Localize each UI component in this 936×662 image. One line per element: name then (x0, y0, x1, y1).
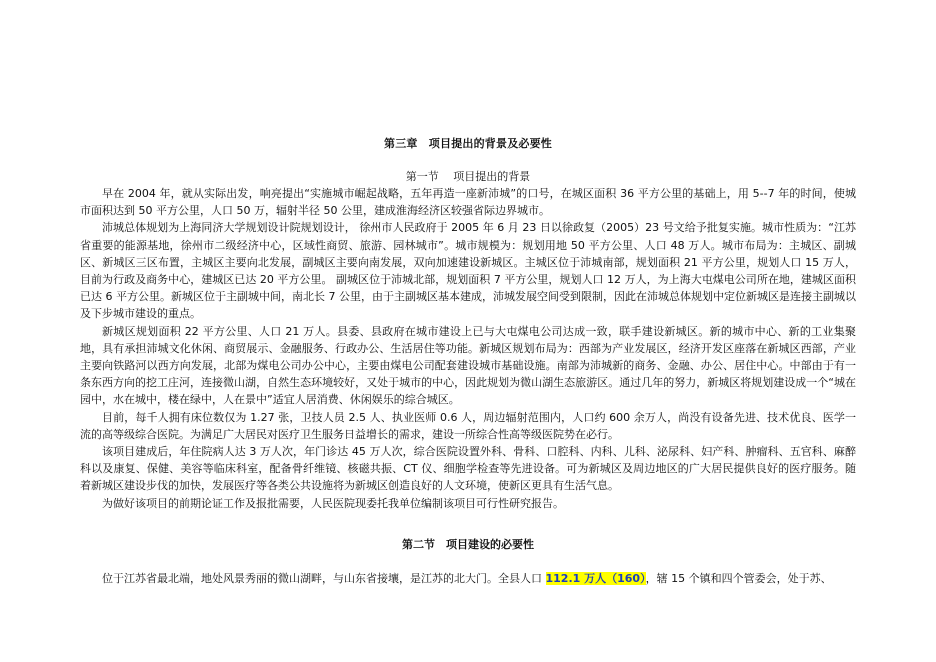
intro-text-after: ，辖 15 个镇和四个管委会，处于苏、 (645, 572, 832, 585)
intro-text-before: 位于江苏省最北端，地处风景秀丽的微山湖畔，与山东省接壤，是江苏的北大门。全县人口 (102, 572, 546, 585)
section-2-intro (80, 570, 880, 587)
chapter-title: 第三章 项目提出的背景及必要性 (384, 137, 552, 150)
section-1-title: 第一节 项目提出的背景 (405, 170, 531, 183)
section-1-body (80, 185, 856, 512)
paragraph-6: 为做好该项目的前期论证工作及报批需要，人民医院现委托我单位编制该项目可行性研究报告。 (102, 496, 564, 510)
section-2-title: 第二节 项目建设的必要性 (402, 538, 534, 551)
paragraph-3: 新城区规划面积 22 平方公里、人口 21 万人。县委、县政府在城市建设上已与大屯煤电公司达成一致，联手建设新城区。新的城市中心、新的工业集聚地，具有承担沛城文化休闲、商贸展示、金融服务、行政办公、生活居住等功能。新城区规划布局为：西部为产业发展区，经济开发区座落在新城区西部，产业主要向铁路河以西方向发展，北部为煤电公司办公中心，主要由煤电公司配套建设城市基础设施。南部为沛城新的商务、金融、办公、居住中心。中部由于有一条东西方向的挖工庄河，连接微山湖，自然生态环境较好，又处于城市的中心，因此规划为微山湖生态旅游区。通过几年的努力，新城区将规划建设成一个“城在园中，水在城中，楼在绿中，人在景中”适宜人居消费、休闲娱乐的综合城区。 (80, 324, 856, 407)
paragraph-1: 早在 2004 年，就从实际出发，响亮提出“实施城市崛起战略，五年再造一座新沛城”的口号，在城区面积 36 平方公里的基础上，用 5--7 年的时间，使城市面积达到 50 平方公里，人口 50 万，辐射半径 50 公里，建成淮海经济区较强省际边界城市。 (80, 187, 856, 218)
paragraph-4: 目前，每千人拥有床位数仅为 1.27 张，卫技人员 2.5 人、执业医师 0.6 人，周边辐射范围内，人口约 600 余万人，尚没有设备先进、技术优良、医学一流的高等级综合医院。为满足广大居民对医疗卫生服务日益增长的需求，建设一所综合性高等级医院势在必行。 (80, 410, 856, 441)
paragraph-5: 该项目建成后，年住院病人达 3 万人次，年门诊达 45 万人次，综合医院设置外科、骨科、口腔科、内科、儿科、泌尿科、妇产科、肿瘤科、五官科、麻醉科以及康复、保健、美容等临床科室，配备骨纤维镜、核磁共振、CT 仪、细胞学检查等先进设备。可为新城区及周边地区的广大居民提供良好的医疗服务。随着新城区建设步伐的加快，发展医疗等各类公共设施将为新城区创造良好的人文环境，使新区更具有生活气息。 (80, 445, 856, 493)
paragraph-2: 沛城总体规划为上海同济大学规划设计院规划设计， 徐州市人民政府于 2005 年 6 月 23 日以徐政复（2005）23 号文给予批复实施。城市性质为：“江苏省重要的能源基地，徐州市二级经济中心，区域性商贸、旅游、园林城市”。城市规模为：规划用地 50 平方公里、人口 48 万人。城市布局为：主城区、副城区、新城区三区布置，主城区主要向北发展，副城区主要向南发展，双向加速建设新城区。主城区位于沛城南部，规划面积 21 平方公里，规划人口 15 万人，目前为行政及商务中心，建城区已达 20 平方公里。 副城区位于沛城北部，规划面积 7 平方公里，规划人口 12 万人，为上海大屯煤电公司所在地，建城区面积已达 6 平方公里。新城区位于主副城中间，南北长 7 公里，由于主副城区基本建成，沛城发展空间受到限制，因此在沛城总体规划中定位新城区是连接主副城以及下步城市建设的重点。 (80, 221, 856, 321)
highlighted-population: 112.1 万人（160） (545, 572, 646, 585)
